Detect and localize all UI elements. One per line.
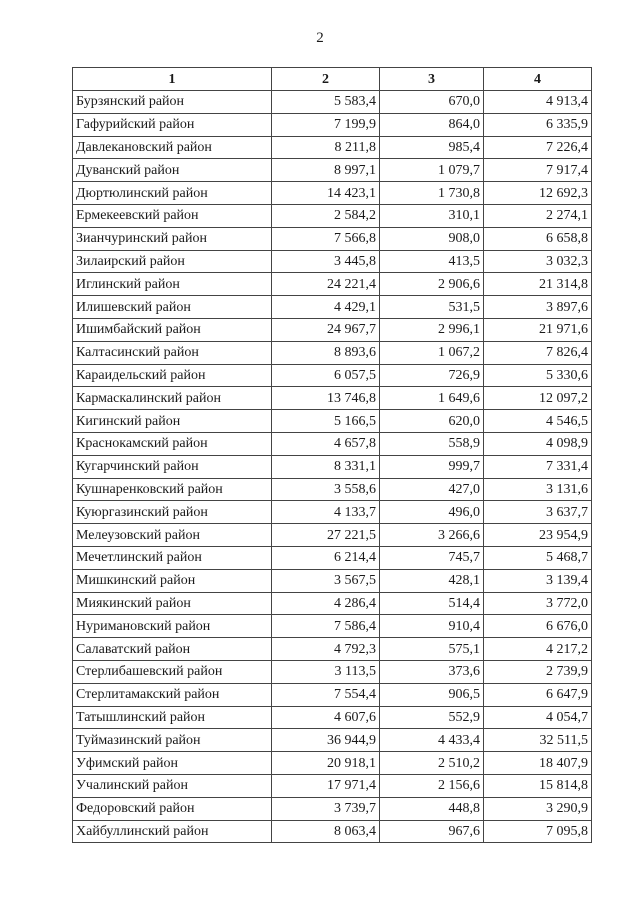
district-name-cell: Калтасинский район	[73, 341, 272, 364]
column-4-value-cell: 6 676,0	[484, 615, 592, 638]
column-3-value-cell: 558,9	[380, 432, 484, 455]
column-3-value-cell: 2 156,6	[380, 774, 484, 797]
table-row	[73, 638, 592, 661]
table-row	[73, 797, 592, 820]
table-row	[73, 752, 592, 775]
district-name-cell: Зианчуринский район	[73, 227, 272, 250]
column-3-value-cell: 531,5	[380, 296, 484, 319]
column-3-value-cell: 906,5	[380, 683, 484, 706]
column-2-value-cell: 14 423,1	[272, 182, 380, 205]
table-row	[73, 182, 592, 205]
column-4-value-cell: 4 913,4	[484, 91, 592, 114]
table-row	[73, 410, 592, 433]
table-row	[73, 136, 592, 159]
column-header-3: 3	[380, 68, 484, 91]
column-2-value-cell: 3 739,7	[272, 797, 380, 820]
table-row	[73, 227, 592, 250]
column-2-value-cell: 3 567,5	[272, 569, 380, 592]
table-row	[73, 455, 592, 478]
table-row	[73, 820, 592, 843]
district-name-cell: Мечетлинский район	[73, 546, 272, 569]
district-name-cell: Илишевский район	[73, 296, 272, 319]
table-row	[73, 91, 592, 114]
column-3-value-cell: 745,7	[380, 546, 484, 569]
column-4-value-cell: 3 772,0	[484, 592, 592, 615]
district-name-cell: Ишимбайский район	[73, 318, 272, 341]
column-3-value-cell: 985,4	[380, 136, 484, 159]
column-4-value-cell: 3 290,9	[484, 797, 592, 820]
district-name-cell: Давлекановский район	[73, 136, 272, 159]
table-row	[73, 159, 592, 182]
column-4-value-cell: 3 637,7	[484, 501, 592, 524]
district-name-cell: Кигинский район	[73, 410, 272, 433]
table-row	[73, 592, 592, 615]
district-name-cell: Туймазинский район	[73, 729, 272, 752]
table-row	[73, 546, 592, 569]
table-row	[73, 569, 592, 592]
table-row	[73, 364, 592, 387]
column-3-value-cell: 575,1	[380, 638, 484, 661]
column-4-value-cell: 5 468,7	[484, 546, 592, 569]
district-name-cell: Дуванский район	[73, 159, 272, 182]
column-4-value-cell: 7 917,4	[484, 159, 592, 182]
column-2-value-cell: 27 221,5	[272, 524, 380, 547]
district-name-cell: Нуримановский район	[73, 615, 272, 638]
column-3-value-cell: 620,0	[380, 410, 484, 433]
table-row	[73, 524, 592, 547]
column-3-value-cell: 999,7	[380, 455, 484, 478]
table-row	[73, 660, 592, 683]
table-row	[73, 729, 592, 752]
table-row	[73, 273, 592, 296]
column-4-value-cell: 7 826,4	[484, 341, 592, 364]
district-name-cell: Учалинский район	[73, 774, 272, 797]
district-name-cell: Куюргазинский район	[73, 501, 272, 524]
column-2-value-cell: 4 657,8	[272, 432, 380, 455]
table-row	[73, 615, 592, 638]
column-2-value-cell: 24 967,7	[272, 318, 380, 341]
column-3-value-cell: 496,0	[380, 501, 484, 524]
table-row	[73, 250, 592, 273]
column-2-value-cell: 8 997,1	[272, 159, 380, 182]
district-name-cell: Федоровский район	[73, 797, 272, 820]
district-name-cell: Уфимский район	[73, 752, 272, 775]
column-2-value-cell: 4 133,7	[272, 501, 380, 524]
column-3-value-cell: 670,0	[380, 91, 484, 114]
column-2-value-cell: 7 199,9	[272, 113, 380, 136]
column-3-value-cell: 908,0	[380, 227, 484, 250]
column-2-value-cell: 5 583,4	[272, 91, 380, 114]
district-name-cell: Гафурийский район	[73, 113, 272, 136]
column-3-value-cell: 1 649,6	[380, 387, 484, 410]
column-3-value-cell: 514,4	[380, 592, 484, 615]
column-3-value-cell: 726,9	[380, 364, 484, 387]
column-4-value-cell: 12 692,3	[484, 182, 592, 205]
table-row	[73, 387, 592, 410]
table-body	[73, 91, 592, 843]
column-3-value-cell: 864,0	[380, 113, 484, 136]
column-2-value-cell: 3 445,8	[272, 250, 380, 273]
column-4-value-cell: 6 335,9	[484, 113, 592, 136]
column-4-value-cell: 3 897,6	[484, 296, 592, 319]
column-3-value-cell: 373,6	[380, 660, 484, 683]
column-header-4: 4	[484, 68, 592, 91]
column-2-value-cell: 8 331,1	[272, 455, 380, 478]
column-3-value-cell: 3 266,6	[380, 524, 484, 547]
column-2-value-cell: 17 971,4	[272, 774, 380, 797]
district-name-cell: Бурзянский район	[73, 91, 272, 114]
column-4-value-cell: 7 226,4	[484, 136, 592, 159]
column-3-value-cell: 2 510,2	[380, 752, 484, 775]
column-3-value-cell: 448,8	[380, 797, 484, 820]
district-name-cell: Стерлибашевский район	[73, 660, 272, 683]
table-header-row	[73, 68, 592, 91]
column-2-value-cell: 13 746,8	[272, 387, 380, 410]
column-4-value-cell: 7 095,8	[484, 820, 592, 843]
column-3-value-cell: 2 996,1	[380, 318, 484, 341]
column-2-value-cell: 8 893,6	[272, 341, 380, 364]
table-row	[73, 432, 592, 455]
column-2-value-cell: 4 792,3	[272, 638, 380, 661]
column-2-value-cell: 6 214,4	[272, 546, 380, 569]
district-table	[72, 67, 592, 843]
column-4-value-cell: 23 954,9	[484, 524, 592, 547]
column-2-value-cell: 3 113,5	[272, 660, 380, 683]
table-row	[73, 113, 592, 136]
column-3-value-cell: 1 079,7	[380, 159, 484, 182]
column-3-value-cell: 413,5	[380, 250, 484, 273]
column-2-value-cell: 6 057,5	[272, 364, 380, 387]
table-row	[73, 296, 592, 319]
column-4-value-cell: 4 546,5	[484, 410, 592, 433]
column-3-value-cell: 967,6	[380, 820, 484, 843]
district-name-cell: Ермекеевский район	[73, 204, 272, 227]
district-name-cell: Кугарчинский район	[73, 455, 272, 478]
district-name-cell: Зилаирский район	[73, 250, 272, 273]
district-name-cell: Мелеузовский район	[73, 524, 272, 547]
column-3-value-cell: 910,4	[380, 615, 484, 638]
column-4-value-cell: 6 658,8	[484, 227, 592, 250]
column-3-value-cell: 310,1	[380, 204, 484, 227]
district-name-cell: Миякинский район	[73, 592, 272, 615]
column-2-value-cell: 5 166,5	[272, 410, 380, 433]
table-row	[73, 706, 592, 729]
column-3-value-cell: 4 433,4	[380, 729, 484, 752]
page-number: 2	[316, 30, 324, 46]
district-name-cell: Дюртюлинский район	[73, 182, 272, 205]
table-row	[73, 683, 592, 706]
column-2-value-cell: 8 063,4	[272, 820, 380, 843]
column-2-value-cell: 24 221,4	[272, 273, 380, 296]
district-name-cell: Кушнаренковский район	[73, 478, 272, 501]
column-3-value-cell: 1 067,2	[380, 341, 484, 364]
column-4-value-cell: 7 331,4	[484, 455, 592, 478]
column-4-value-cell: 4 217,2	[484, 638, 592, 661]
column-2-value-cell: 20 918,1	[272, 752, 380, 775]
column-2-value-cell: 4 286,4	[272, 592, 380, 615]
column-2-value-cell: 4 429,1	[272, 296, 380, 319]
district-name-cell: Краснокамский район	[73, 432, 272, 455]
column-4-value-cell: 4 054,7	[484, 706, 592, 729]
column-2-value-cell: 7 586,4	[272, 615, 380, 638]
column-4-value-cell: 3 139,4	[484, 569, 592, 592]
column-header-2: 2	[272, 68, 380, 91]
district-name-cell: Хайбуллинский район	[73, 820, 272, 843]
table-row	[73, 774, 592, 797]
column-4-value-cell: 21 314,8	[484, 273, 592, 296]
column-3-value-cell: 428,1	[380, 569, 484, 592]
district-name-cell: Иглинский район	[73, 273, 272, 296]
column-4-value-cell: 2 739,9	[484, 660, 592, 683]
column-2-value-cell: 36 944,9	[272, 729, 380, 752]
column-2-value-cell: 7 566,8	[272, 227, 380, 250]
column-header-1: 1	[73, 68, 272, 91]
column-4-value-cell: 3 131,6	[484, 478, 592, 501]
district-name-cell: Салаватский район	[73, 638, 272, 661]
table-row	[73, 204, 592, 227]
district-name-cell: Кармаскалинский район	[73, 387, 272, 410]
column-3-value-cell: 427,0	[380, 478, 484, 501]
column-4-value-cell: 2 274,1	[484, 204, 592, 227]
column-4-value-cell: 12 097,2	[484, 387, 592, 410]
column-2-value-cell: 7 554,4	[272, 683, 380, 706]
column-3-value-cell: 1 730,8	[380, 182, 484, 205]
column-4-value-cell: 6 647,9	[484, 683, 592, 706]
column-2-value-cell: 2 584,2	[272, 204, 380, 227]
column-3-value-cell: 552,9	[380, 706, 484, 729]
column-3-value-cell: 2 906,6	[380, 273, 484, 296]
column-2-value-cell: 8 211,8	[272, 136, 380, 159]
table-row	[73, 318, 592, 341]
district-name-cell: Стерлитамакский район	[73, 683, 272, 706]
district-name-cell: Караидельский район	[73, 364, 272, 387]
table-row	[73, 501, 592, 524]
table-row	[73, 478, 592, 501]
column-2-value-cell: 3 558,6	[272, 478, 380, 501]
column-4-value-cell: 18 407,9	[484, 752, 592, 775]
column-4-value-cell: 32 511,5	[484, 729, 592, 752]
district-name-cell: Мишкинский район	[73, 569, 272, 592]
column-4-value-cell: 5 330,6	[484, 364, 592, 387]
column-4-value-cell: 4 098,9	[484, 432, 592, 455]
column-4-value-cell: 3 032,3	[484, 250, 592, 273]
column-4-value-cell: 15 814,8	[484, 774, 592, 797]
table-row	[73, 341, 592, 364]
column-2-value-cell: 4 607,6	[272, 706, 380, 729]
district-name-cell: Татышлинский район	[73, 706, 272, 729]
column-4-value-cell: 21 971,6	[484, 318, 592, 341]
